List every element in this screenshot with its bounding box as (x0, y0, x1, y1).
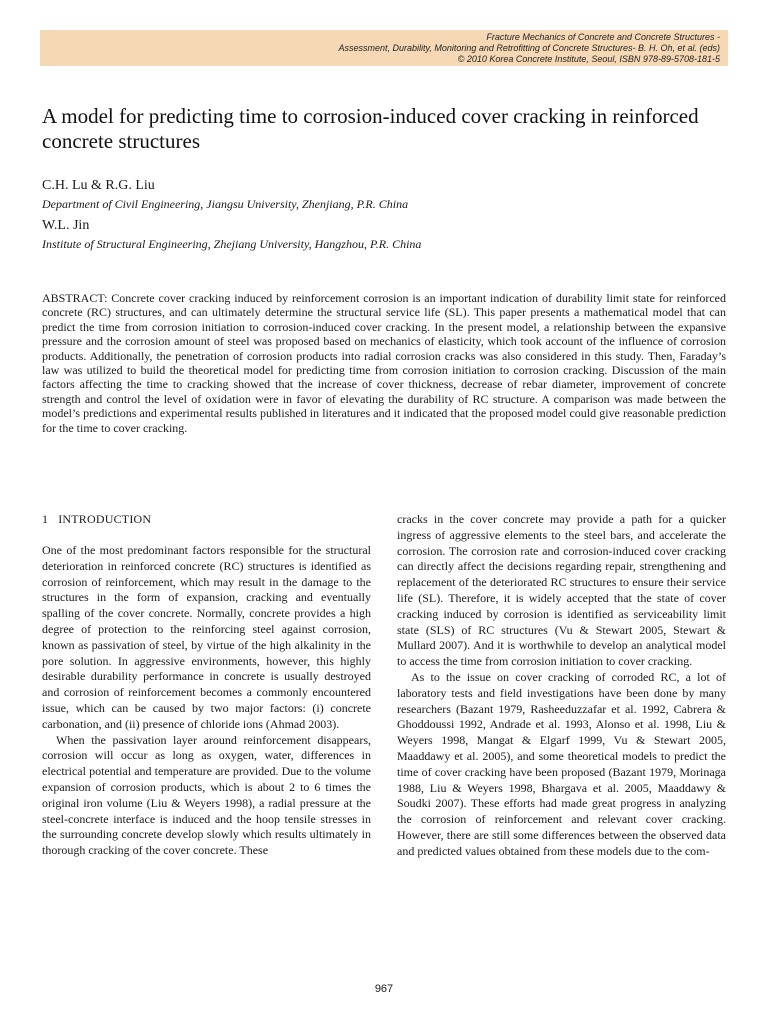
paragraph: When the passivation layer around reinforcement disappears, corrosion will occur as long as oxygen, water, differences in electrical potential and temperature are provided. Due to the volume expansion of corrosion products, which is about 2 to 6 times the original iron volume (Liu & Weyers 1998), a radial pressure at the steel-concrete interface is induced and the hoop tensile stresses in the surrounding concrete develop slowly which results ultimately in thorough cracking of the cover concrete. These (42, 732, 371, 858)
header-line-copyright: © 2010 Korea Concrete Institute, Seoul, ISBN 978-89-5708-181-5 (457, 54, 720, 64)
header-line-editors: Assessment, Durability, Monitoring and Retrofitting of Concrete Structures- B. H. Oh, et al. (eds) (338, 43, 720, 53)
section-title: INTRODUCTION (58, 512, 152, 526)
author-affiliation-1: Department of Civil Engineering, Jiangsu University, Zhenjiang, P.R. China (42, 197, 409, 211)
section-heading (42, 512, 371, 527)
paragraph: As to the issue on cover cracking of corroded RC, a lot of laboratory tests and field investigations have been done by many researchers (Bazant 1979, Rasheeduzzafar et al. 1992, Cabrera & Ghoddoussi 1992, Andrade et al. 1993, Alonso et al. 1998, Liu & Weyers 1998, Mangat & Elgarf 1999, Vu & Stewart 2005, Maaddawy et al. 2005), and some theoretical models to predict the time of cover cracking have been proposed (Bazant 1979, Morinaga 1988, Liu & Weyers 1998, Bhargava et al. 2005, Maaddawy & Soudki 2007). These efforts had made great progress in analyzing the corrosion of reinforcement and relevant cover cracking. However, there are still some differences between the observed data and predicted values obtained from these models due to the com- (397, 669, 726, 858)
header-line-book: Fracture Mechanics of Concrete and Concrete Structures - (486, 32, 720, 42)
paragraph: cracks in the cover concrete may provide a path for a quicker ingress of aggressive elements to the steel bars, and accelerate the corrosion. The corrosion rate and corrosion-induced cover cracking can directly affect the decisions regarding repair, strengthening and replacement of the deteriorated RC structures to ensure their service life (SL). Therefore, it is widely accepted that the state of cover cracking induced by corrosion is identified as serviceability limit state (SLS) of RC structures (Vu & Stewart 2005, Stewart & Mullard 2007). And it is worthwhile to develop an analytical model to access the time from corrosion initiation to cover cracking. (397, 512, 726, 669)
author-affiliation-2: Institute of Structural Engineering, Zhejiang University, Hangzhou, P.R. China (42, 237, 422, 251)
author-names-1: C.H. Lu & R.G. Liu (42, 178, 155, 193)
running-header (40, 30, 728, 66)
abstract: ABSTRACT: Concrete cover cracking induced by reinforcement corrosion is an important indication of durability limit state for reinforced concrete (RC) structures, and can ultimately determine the structural service life (SL). This paper presents a mathematical model that can predict the time from corrosion initiation to corrosion-induced cover cracking. In the present model, a relationship between the expansive pressure and the corrosion amount of steel was proposed based on mechanics of elasticity, which took account of the influence of corrosion products. Additionally, the penetration of corrosion products into radial corrosion cracks was also considered in this study. Then, Faraday’s law was utilized to build the theoretical model for predicting time from corrosion initiation to corrosion cracking. Discussion of the main factors affecting the time to cracking showed that the increase of cover thickness, decrease of rebar diameter, improvement of concrete strength and control the level of oxidation were in favor of elevating the durability of RC structure. A comparison was made between the model’s predictions and experimental results published in literatures and it indicated that the proposed model could give reasonable prediction for the time to cover cracking. (42, 291, 726, 435)
paper-title: A model for predicting time to corrosion-induced cover cracking in reinforced concrete structures (42, 104, 699, 153)
right-column (397, 512, 726, 860)
section-number: 1 (42, 512, 49, 526)
page-number: 967 (374, 983, 394, 995)
author-names-2: W.L. Jin (42, 218, 90, 233)
paragraph: One of the most predominant factors responsible for the structural deterioration in reinforced concrete (RC) structures is identified as corrosion of reinforcement, which may result in the damage to the structures in the form of expansion, cracking and eventually spalling of the cover concrete. Normally, concrete provides a high degree of protection to the reinforcing steel against corrosion, known as passivation of steel, by virtue of the high alkalinity in the pore solution. In aggressive environments, however, this highly desirable durability performance in concrete is usually destroyed and corrosion of reinforcement becomes a commonly encountered issue, which can be caused by two major factors: (i) concrete carbonation, and (ii) presence of chloride ions (Ahmad 2003). (42, 543, 371, 731)
left-column (42, 512, 371, 859)
